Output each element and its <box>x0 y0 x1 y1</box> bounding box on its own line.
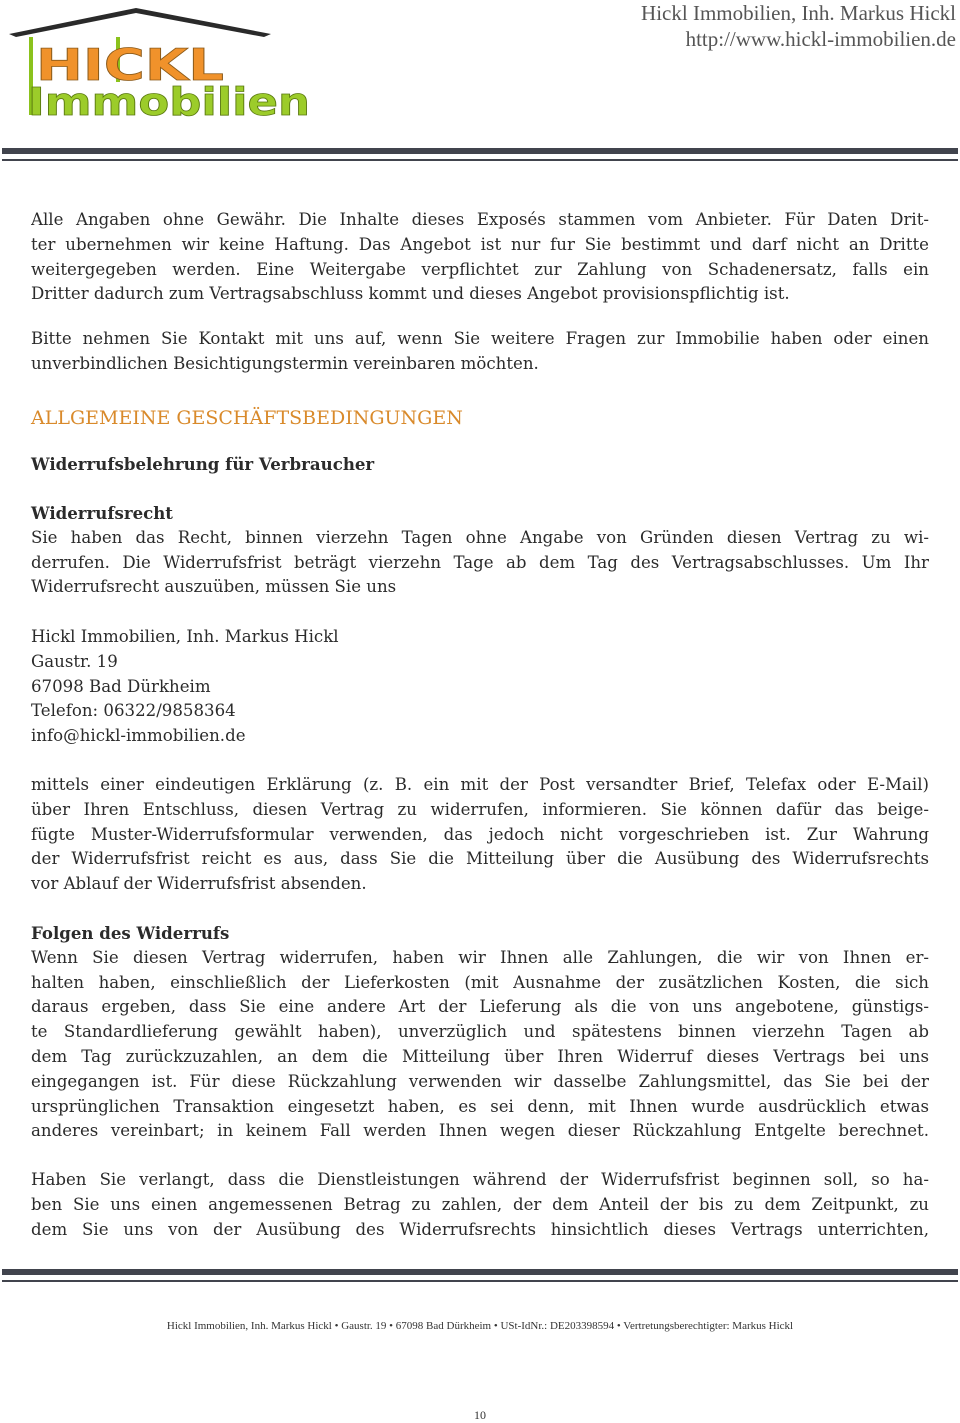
text-line: Hickl Immobilien, Inh. Markus Hickl <box>31 627 339 646</box>
page-number: 10 <box>474 1408 486 1422</box>
text-line: Gaustr. 19 <box>31 651 118 671</box>
section-heading <box>31 403 929 433</box>
section-heading-text: ALLGEMEINE GESCHÄFTSBEDINGUNGEN <box>31 407 463 429</box>
widerrufsrecht-paragraph <box>31 501 929 600</box>
footer-rule-thin <box>2 1280 958 1282</box>
header-company: Hickl Immobilien, Inh. Markus Hickl <box>641 1 956 25</box>
address-block <box>31 625 929 749</box>
text-line: ben Sie uns einen angemessenen Betrag zu zahlen, der dem Anteil der bis zu dem Zeitpunkt, zu <box>31 1194 929 1214</box>
subheading <box>31 452 929 477</box>
footer-rule <box>2 1269 958 1275</box>
text-line: unverbindlichen Besichtigungstermin vereinbaren möchten. <box>31 353 539 373</box>
text-line: info@hickl-immobilien.de <box>31 726 246 746</box>
dienstleistungen-paragraph <box>31 1168 929 1242</box>
header-url[interactable]: http://www.hickl-immobilien.de <box>685 27 956 51</box>
text-line: Sie haben das Recht, binnen vierzehn Tagen ohne Angabe von Gründen diesen Vertrag zu wi- <box>31 527 929 547</box>
heading-line: Widerrufsrecht <box>31 503 173 523</box>
footer-text: Hickl Immobilien, Inh. Markus Hickl • Gaustr. 19 • 67098 Bad Dürkheim • USt-IdNr.: DE203398594 • Vertretungsberechtigter: Markus Hickl <box>166 1320 794 1332</box>
text-line: Dritter dadurch zum Vertragsabschluss kommt und dieses Angebot provisionspflichtig ist. <box>31 284 790 304</box>
disclaimer-paragraph <box>31 208 929 307</box>
text-line: anderes vereinbart; in keinem Fall werden Ihnen wegen dieser Rückzahlung Entgelte berechnet. <box>31 1121 929 1141</box>
text-line: über Ihren Entschluss, diesen Vertrag zu widerrufen, informieren. Sie können dafür das beige- <box>31 799 929 819</box>
text-line: derrufen. Die Widerrufsfrist beträgt vierzehn Tage ab dem Tag des Vertragsabschlusses. Um Ihr <box>31 552 929 572</box>
text-line: ursprünglichen Transaktion eingesetzt haben, es sei denn, mit Ihnen wurde ausdrücklich etwas <box>31 1096 929 1116</box>
text-line: Wenn Sie diesen Vertrag widerrufen, haben wir Ihnen alle Zahlungen, die wir von Ihnen er- <box>31 947 929 967</box>
svg-text:Immobilien: Immobilien <box>28 80 310 119</box>
heading-line: Folgen des Widerrufs <box>31 923 230 943</box>
header-rule-thin <box>2 159 958 161</box>
text-line: te Standardlieferung gewählt haben), unverzüglich und spätestens binnen vierzehn Tagen ab <box>31 1022 929 1042</box>
text-line: Widerrufsrecht auszuüben, müssen Sie uns <box>31 577 397 597</box>
contact-paragraph <box>31 327 929 377</box>
text-line: Telefon: 06322/9858364 <box>31 701 236 721</box>
header-rule <box>2 148 958 154</box>
text-line: eingegangen ist. Für diese Rückzahlung verwenden wir dasselbe Zahlungsmittel, das Sie bei der <box>31 1071 929 1091</box>
declaration-paragraph <box>31 773 929 897</box>
text-line: Haben Sie verlangt, dass die Dienstleistungen während der Widerrufsfrist beginnen soll, so ha- <box>31 1170 929 1189</box>
text-line: dem Sie uns von der Ausübung des Widerrufsrechts hinsichtlich dieses Vertrags unterrichten, <box>31 1219 929 1239</box>
heading-line: Widerrufsbelehrung für Verbraucher <box>31 454 375 474</box>
text-line: vor Ablauf der Widerrufsfrist absenden. <box>31 874 367 894</box>
text-line: weitergegeben werden. Eine Weitergabe verpflichtet zur Zahlung von Schadenersatz, falls ein <box>31 259 929 279</box>
text-line: Bitte nehmen Sie Kontakt mit uns auf, wenn Sie weitere Fragen zur Immobilie haben oder einen <box>31 329 929 348</box>
text-line: 67098 Bad Dürkheim <box>31 676 211 696</box>
text-line: der Widerrufsfrist reicht es aus, dass Sie die Mitteilung über die Ausübung des Widerrufsrechts <box>31 849 929 869</box>
text-line: halten haben, einschließlich der Lieferkosten (mit Ausnahme der zusätzlichen Kosten, die sich <box>31 972 929 992</box>
text-line: fügte Muster-Widerrufsformular verwenden, das jedoch nicht vorgeschrieben ist. Zur Wahrung <box>31 824 929 844</box>
text-line: dem Tag zurückzuzahlen, an dem die Mitteilung über Ihren Widerruf dieses Vertrags bei uns <box>31 1046 929 1066</box>
text-line: Alle Angaben ohne Gewähr. Die Inhalte dieses Exposés stammen vom Anbieter. Für Daten Drit- <box>31 210 929 229</box>
text-line: daraus ergeben, dass Sie eine andere Art der Lieferung als die von uns angebotene, günstigs- <box>31 997 929 1017</box>
text-line: mittels einer eindeutigen Erklärung (z. B. ein mit der Post versandter Brief, Telefax oder E-Mail) <box>31 775 929 794</box>
folgen-paragraph <box>31 921 929 1144</box>
svg-text:HICKL: HICKL <box>36 40 224 91</box>
logo <box>6 4 316 123</box>
text-line: ter ubernehmen wir keine Haftung. Das Angebot ist nur fur Sie bestimmt und darf nicht an Dritte <box>31 234 929 254</box>
